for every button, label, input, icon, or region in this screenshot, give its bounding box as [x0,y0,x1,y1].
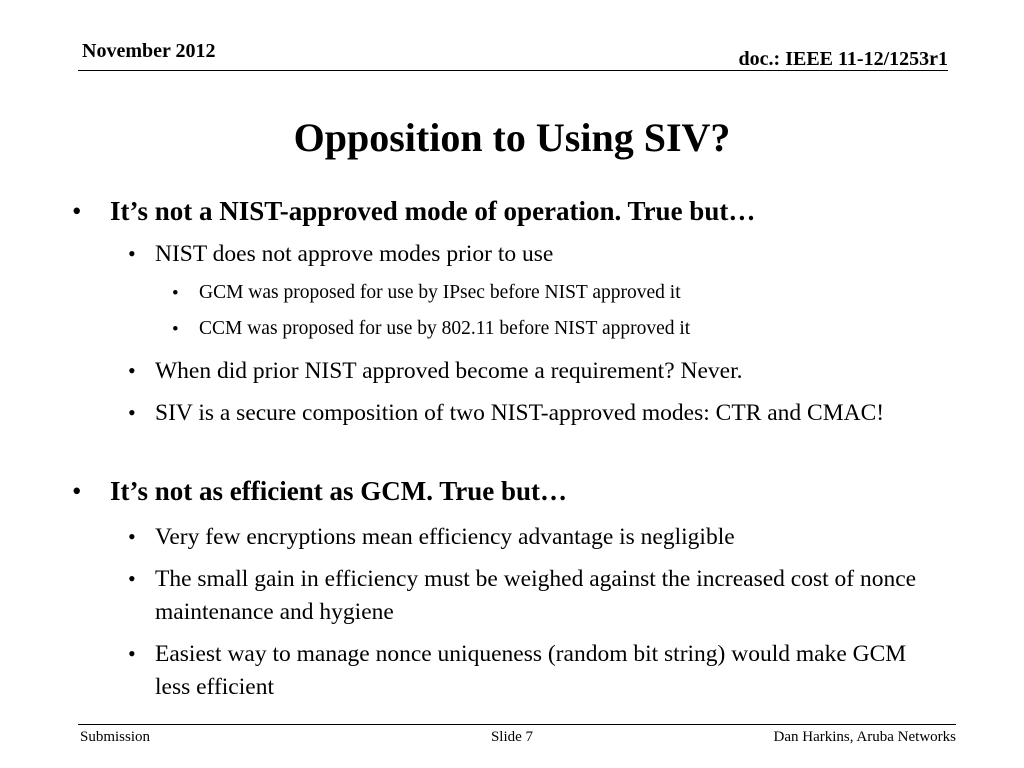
header-doc-id: doc.: IEEE 11-12/1253r1 [738,48,948,70]
bullet-marker: • [128,241,136,266]
bullet-marker: • [72,476,82,506]
footer-divider [78,724,956,725]
bullet-item-level1: It’s not as efficient as GCM. True but… [110,476,567,506]
bullet-marker: • [72,196,82,226]
bullet-marker: • [128,524,136,549]
bullet-item-level2: SIV is a secure composition of two NIST-approved modes: CTR and CMAC! [155,400,885,426]
header-date: November 2012 [82,40,216,62]
header-divider [78,70,948,71]
footer-author: Dan Harkins, Aruba Networks [773,729,956,745]
bullet-item-level2: The small gain in efficiency must be weighed against the increased cost of nonce maintenance and hygiene [155,566,917,625]
bullet-item-level3: GCM was proposed for use by IPsec before NIST approved it [199,282,681,303]
bullet-marker: • [128,566,136,591]
bullet-marker: • [128,358,136,383]
bullet-item-level1: It’s not a NIST-approved mode of operation. True but… [110,196,756,226]
bullet-marker: • [172,319,179,340]
bullet-marker: • [172,283,179,304]
bullet-marker: • [128,400,136,425]
bullet-marker: • [128,641,136,666]
footer-slide-number: Slide 7 [490,729,534,745]
footer-submission: Submission [80,729,151,745]
slide-title: Opposition to Using SIV? [293,115,731,160]
bullet-item-level2: NIST does not approve modes prior to use [155,241,554,267]
bullet-item-level2: Easiest way to manage nonce uniqueness (random bit string) would make GCM less efficient [155,641,907,700]
bullet-item-level3: CCM was proposed for use by 802.11 before NIST approved it [199,318,691,339]
bullet-item-level2: Very few encryptions mean efficiency advantage is negligible [155,524,735,550]
bullet-item-level2: When did prior NIST approved become a requirement? Never. [155,358,743,384]
